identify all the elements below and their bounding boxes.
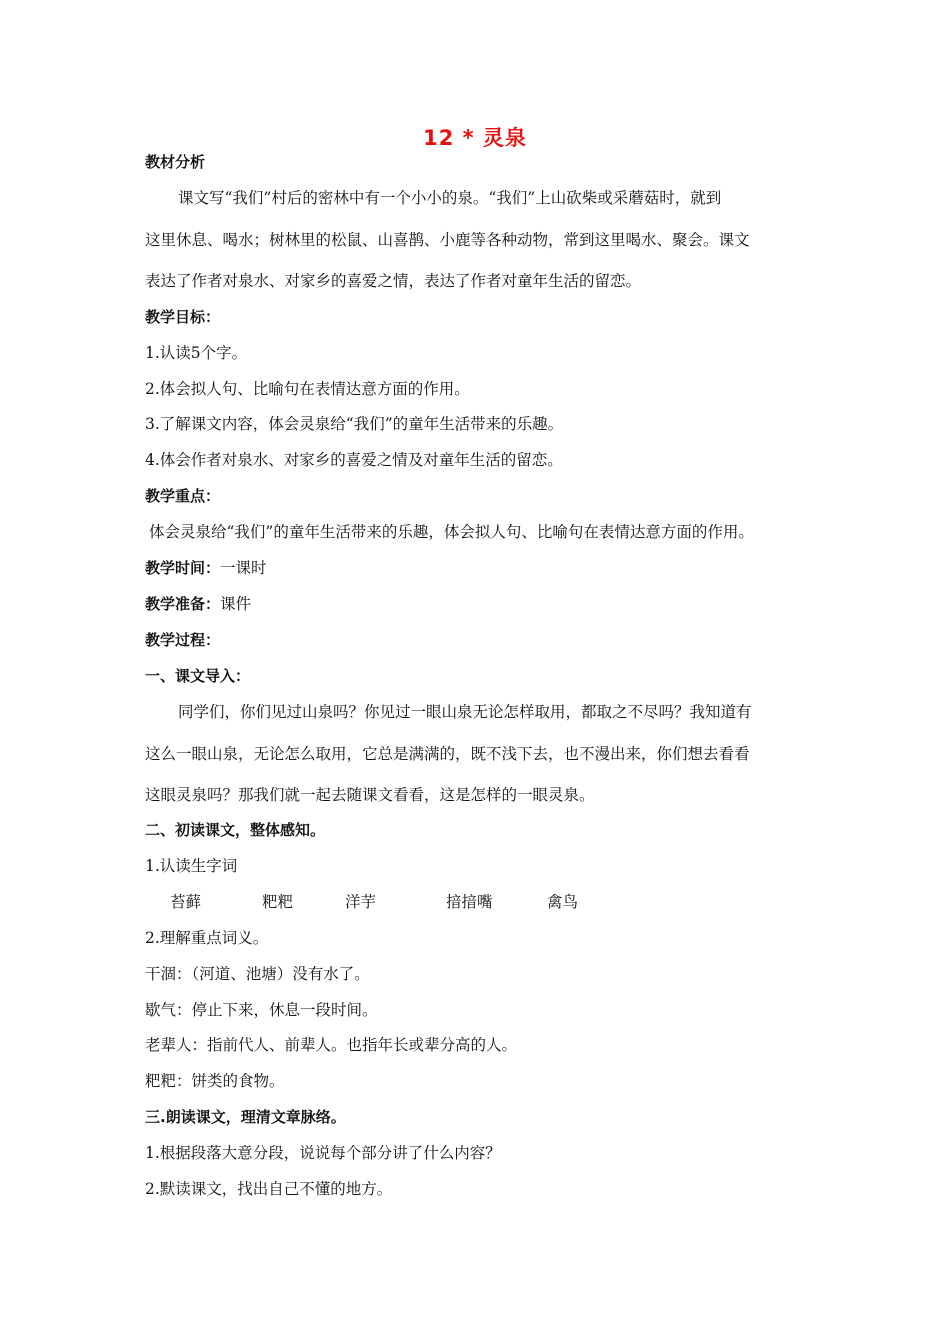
step1-paragraph-line: 这么一眼山泉，无论怎么取用，它总是满满的，既不浅下去，也不漫出来，你们想去看看: [145, 745, 750, 763]
goal-item: 3.了解课文内容，体会灵泉给“我们”的童年生活带来的乐趣。: [145, 415, 564, 433]
step3-item: 2.默读课文，找出自己不懂的地方。: [145, 1180, 393, 1198]
vocab-word: 粑粑: [262, 893, 294, 911]
teaching-prep: [145, 594, 251, 614]
vocab-word: 禽鸟: [547, 893, 579, 911]
definition-item: 干涸：（河道、池塘）没有水了。: [145, 965, 370, 983]
step1-paragraph-line: 同学们，你们见过山泉吗？你见过一眼山泉无论怎样取用，都取之不尽吗？我知道有: [178, 703, 752, 721]
definition-item: 老辈人：指前代人、前辈人。也指年长或辈分高的人。: [145, 1036, 518, 1054]
step2-item: 2.理解重点词义。: [145, 929, 269, 947]
vocab-word: 揞揞嘴: [446, 893, 493, 911]
analysis-paragraph-line: 表达了作者对泉水、对家乡的喜爱之情，表达了作者对童年生活的留恋。: [145, 272, 642, 290]
vocab-word: 洋芋: [345, 893, 377, 911]
step2-heading: 二、初读课文，整体感知。: [145, 821, 326, 839]
analysis-heading: 教材分析: [145, 153, 206, 171]
process-heading: 教学过程：: [145, 631, 221, 649]
lesson-title: 12 * 灵泉: [423, 126, 527, 150]
step1-heading: 一、课文导入：: [145, 667, 251, 685]
teaching-time-label: 教学时间：: [145, 559, 221, 577]
teaching-time-value: 一课时: [220, 559, 267, 577]
step3-item: 1.根据段落大意分段，说说每个部分讲了什么内容？: [145, 1144, 501, 1162]
definition-item: 歇气：停止下来，休息一段时间。: [145, 1001, 378, 1019]
teaching-time: [145, 558, 267, 578]
vocab-word: 苔藓: [170, 893, 202, 911]
key-points-text: 体会灵泉给“我们”的童年生活带来的乐趣，体会拟人句、比喻句在表情达意方面的作用。: [149, 523, 754, 541]
teaching-prep-value: 课件: [220, 595, 252, 613]
key-points-heading: 教学重点：: [145, 487, 221, 505]
goal-item: 2.体会拟人句、比喻句在表情达意方面的作用。: [145, 380, 470, 398]
goal-item: 4.体会作者对泉水、对家乡的喜爱之情及对童年生活的留恋。: [145, 451, 563, 469]
step1-paragraph-line: 这眼灵泉吗？那我们就一起去随课文看看，这是怎样的一眼灵泉。: [145, 786, 595, 804]
analysis-paragraph-line: 课文写“我们”村后的密林中有一个小小的泉。“我们”上山砍柴或采蘑菇时，就到: [178, 189, 722, 207]
definition-item: 粑粑：饼类的食物。: [145, 1072, 285, 1090]
teaching-prep-label: 教学准备：: [145, 595, 221, 613]
analysis-paragraph-line: 这里休息、喝水；树林里的松鼠、山喜鹊、小鹿等各种动物，常到这里喝水、聚会。课文: [145, 231, 750, 249]
step2-item: 1.认读生字词: [145, 857, 238, 875]
goals-heading: 教学目标：: [145, 308, 221, 326]
goal-item: 1.认读5个字。: [145, 344, 248, 362]
step3-heading: 三.朗读课文，理清文章脉络。: [145, 1108, 346, 1126]
